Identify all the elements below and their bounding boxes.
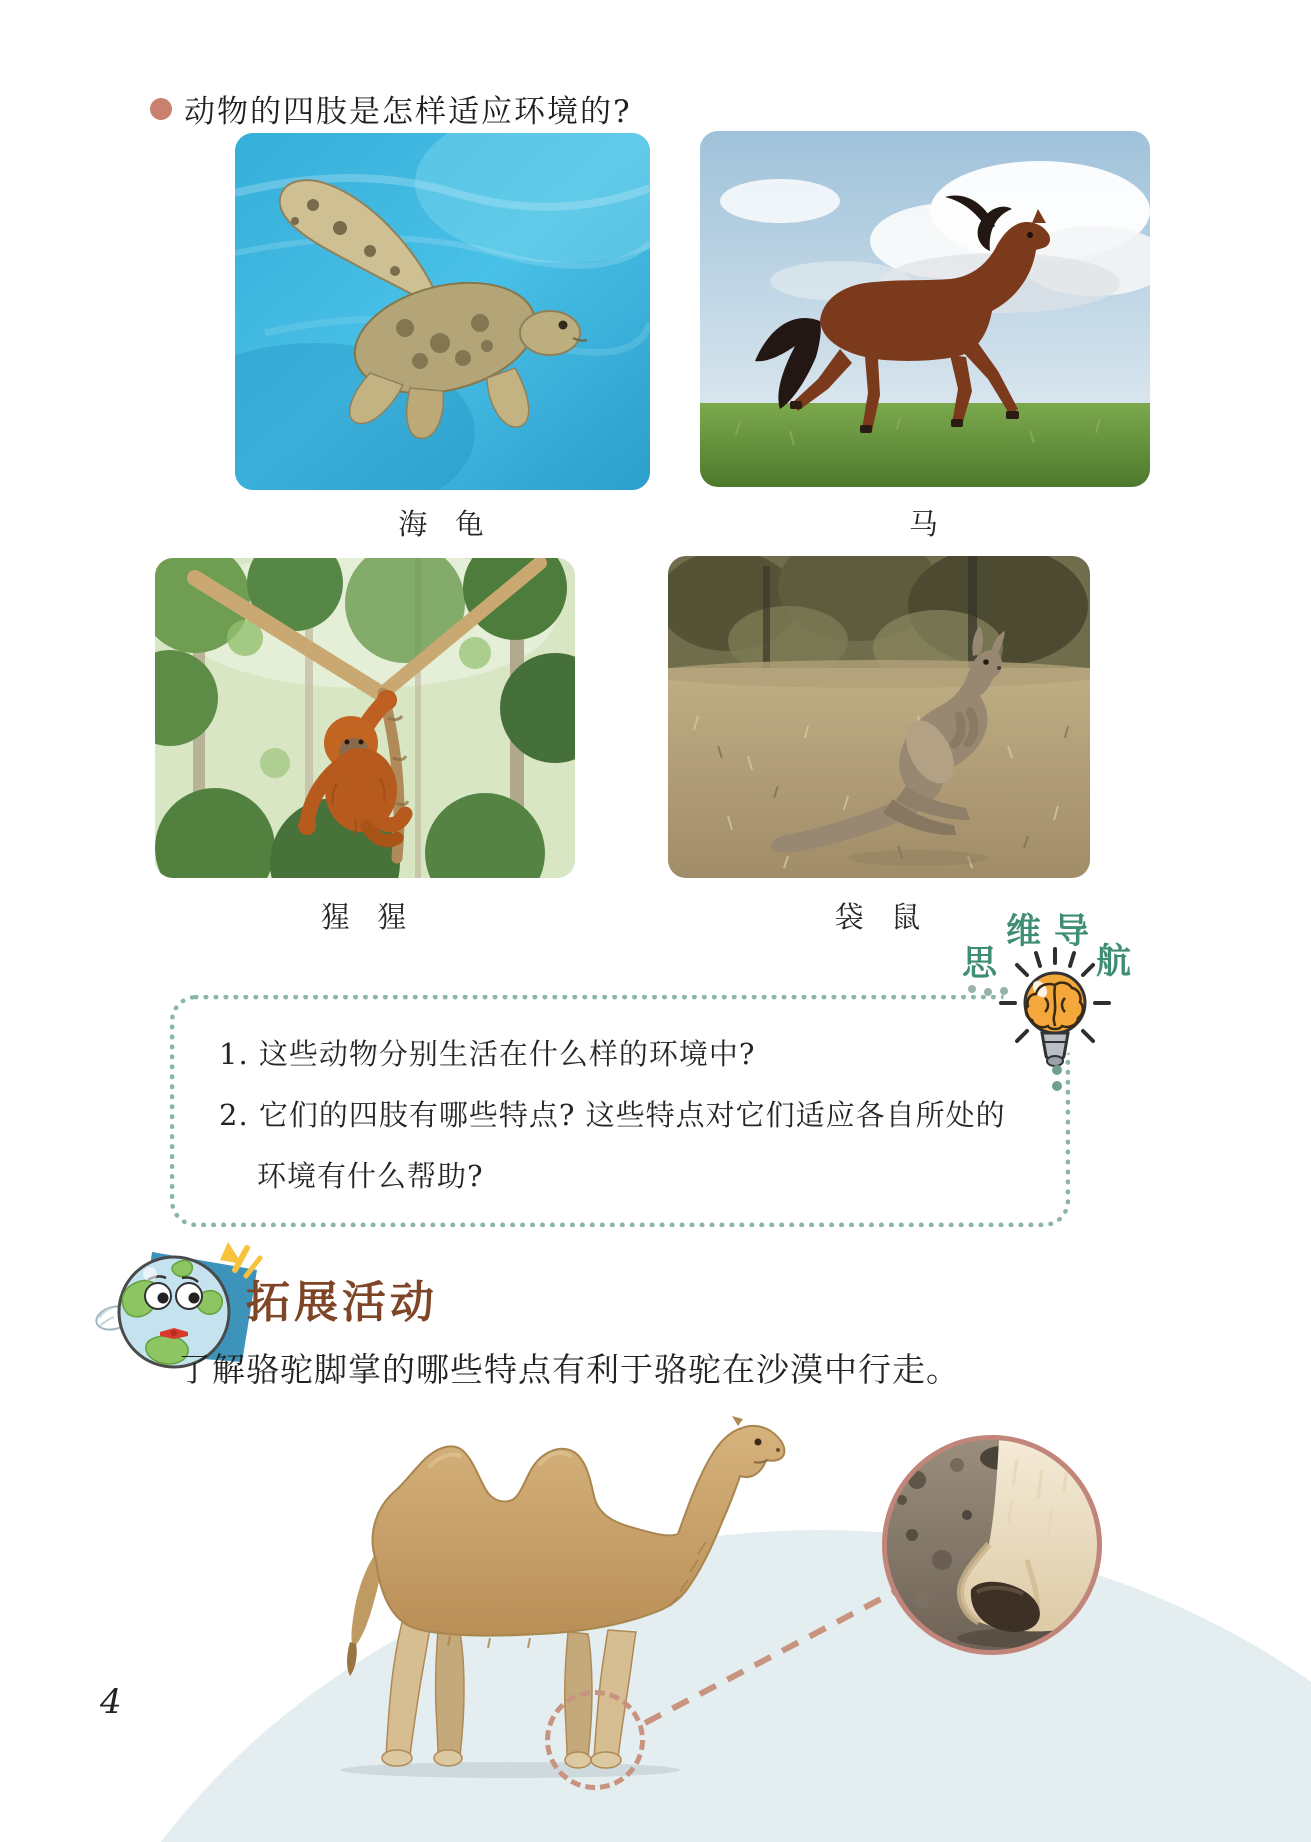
kangaroo-photo bbox=[668, 556, 1090, 878]
sea-turtle-caption: 海 龟 bbox=[398, 507, 487, 541]
kangaroo-caption: 袋 鼠 bbox=[834, 900, 924, 934]
nav-char-hang: 航 bbox=[1096, 942, 1132, 982]
extension-activity-text: 了解骆驼脚掌的哪些特点有利于骆驼在沙漠中行走。 bbox=[178, 1350, 960, 1389]
nav-char-dao: 导 bbox=[1054, 912, 1090, 952]
horse-illustration bbox=[700, 131, 1150, 487]
sea-turtle-photo bbox=[235, 133, 650, 490]
nav-char-si: 思 bbox=[962, 944, 998, 984]
horse-caption: 马 bbox=[908, 507, 941, 541]
lesson-question-title: 动物的四肢是怎样适应环境的? bbox=[184, 94, 632, 130]
horse-photo bbox=[700, 131, 1150, 487]
nav-char-wei: 维 bbox=[1006, 912, 1042, 952]
orangutan-illustration bbox=[155, 558, 575, 878]
camel-foot-closeup bbox=[887, 1440, 1097, 1650]
page-number: 4 bbox=[100, 1682, 122, 1722]
extension-activity-heading: 拓展活动 bbox=[246, 1277, 438, 1328]
camel-foot-zoom-inset bbox=[882, 1435, 1102, 1655]
question-2-line2: 环境有什么帮助? bbox=[257, 1159, 484, 1193]
orangutan-caption: 猩 猩 bbox=[320, 900, 410, 934]
sea-turtle-illustration bbox=[235, 133, 650, 490]
thinking-questions-box bbox=[170, 995, 1070, 1227]
kangaroo-illustration bbox=[668, 556, 1090, 878]
question-1: 1. 这些动物分别生活在什么样的环境中? bbox=[219, 1037, 756, 1071]
orangutan-photo bbox=[155, 558, 575, 878]
bullet-icon bbox=[150, 98, 172, 120]
question-2-line1: 2. 它们的四肢有哪些特点? 这些特点对它们适应各自所处的 bbox=[219, 1098, 1006, 1132]
section-heading bbox=[150, 86, 632, 131]
dashed-connector-line bbox=[630, 1575, 910, 1735]
